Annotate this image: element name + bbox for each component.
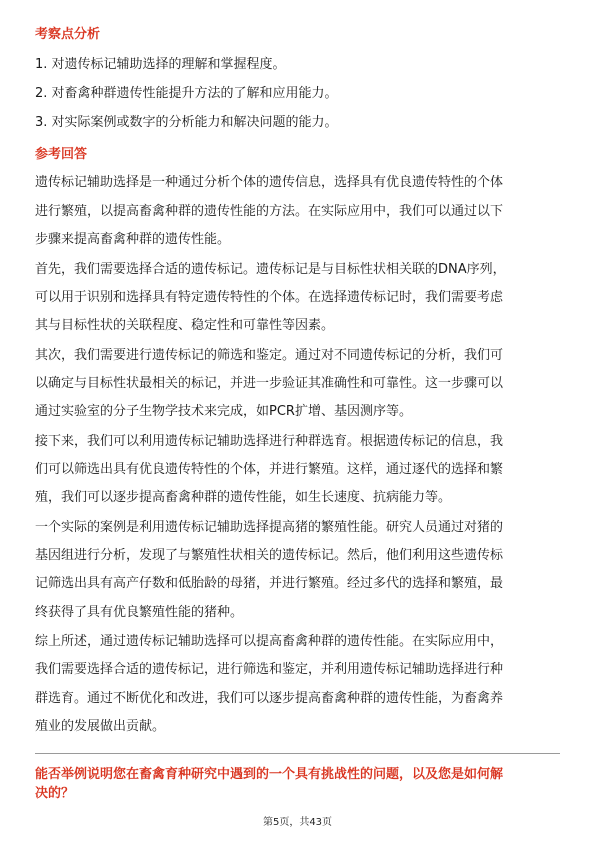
answer-p4-line2: 们可以筛选出具有优良遗传特性的个体，并进行繁殖。这样，通过逐代的选择和繁 <box>35 462 504 477</box>
answer-p4-line1: 接下来，我们可以利用遗传标记辅助选择进行种群选育。根据遗传标记的信息，我 <box>35 434 504 449</box>
section-divider <box>35 753 560 754</box>
answer-p2-line2: 可以用于识别和选择具有特定遗传特性的个体。在选择遗传标记时，我们需要考虑 <box>35 290 504 305</box>
next-question-line1: 能否举例说明您在畜禽育种研究中遇到的一个具有挑战性的问题，以及您是如何解 <box>35 767 504 782</box>
page-number: 第5页，共43页 <box>262 817 333 828</box>
answer-p6-line2: 我们需要选择合适的遗传标记，进行筛选和鉴定，并利用遗传标记辅助选择进行种 <box>35 662 504 677</box>
answer-p1-line2: 进行繁殖，以提高畜禽种群的遗传性能的方法。在实际应用中，我们可以通过以下 <box>35 204 504 219</box>
answer-p3-line3: 通过实验室的分子生物学技术来完成，如PCR扩增、基因测序等。 <box>35 404 412 419</box>
answer-p2-line3: 其与目标性状的关联程度、稳定性和可靠性等因素。 <box>35 318 335 333</box>
section-heading-answer: 参考回答 <box>35 147 88 162</box>
answer-p5-line2: 基因组进行分析，发现了与繁殖性状相关的遗传标记。然后，他们利用这些遗传标 <box>35 548 504 563</box>
analysis-item-3: 3. 对实际案例或数字的分析能力和解决问题的能力。 <box>35 115 338 130</box>
analysis-item-2: 2. 对畜禽种群遗传性能提升方法的了解和应用能力。 <box>35 86 338 101</box>
answer-p4-line3: 殖，我们可以逐步提高畜禽种群的遗传性能，如生长速度、抗病能力等。 <box>35 490 452 505</box>
analysis-item-1: 1. 对遗传标记辅助选择的理解和掌握程度。 <box>35 57 286 72</box>
answer-p3-line1: 其次，我们需要进行遗传标记的筛选和鉴定。通过对不同遗传标记的分析，我们可 <box>35 348 504 363</box>
answer-p2-line1: 首先，我们需要选择合适的遗传标记。遗传标记是与目标性状相关联的DNA序列， <box>35 262 506 277</box>
answer-p6-line4: 殖业的发展做出贡献。 <box>35 719 166 734</box>
next-question-line2: 决的？ <box>35 786 75 801</box>
answer-p5-line1: 一个实际的案例是利用遗传标记辅助选择提高猪的繁殖性能。研究人员通过对猪的 <box>35 520 504 535</box>
answer-p1-line3: 步骤来提高畜禽种群的遗传性能。 <box>35 232 231 247</box>
answer-p6-line3: 群选育。通过不断优化和改进，我们可以逐步提高畜禽种群的遗传性能，为畜禽养 <box>35 691 504 706</box>
answer-p5-line3: 记筛选出具有高产仔数和低胎龄的母猪，并进行繁殖。经过多代的选择和繁殖，最 <box>35 576 504 591</box>
answer-p6-line1: 综上所述，通过遗传标记辅助选择可以提高畜禽种群的遗传性能。在实际应用中， <box>35 634 504 649</box>
answer-p1-line1: 遗传标记辅助选择是一种通过分析个体的遗传信息，选择具有优良遗传特性的个体 <box>35 175 504 190</box>
answer-p5-line4: 终获得了具有优良繁殖性能的猪种。 <box>35 605 244 620</box>
section-heading-analysis: 考察点分析 <box>35 27 101 42</box>
answer-p3-line2: 以确定与目标性状最相关的标记，并进一步验证其准确性和可靠性。这一步骤可以 <box>35 376 504 391</box>
